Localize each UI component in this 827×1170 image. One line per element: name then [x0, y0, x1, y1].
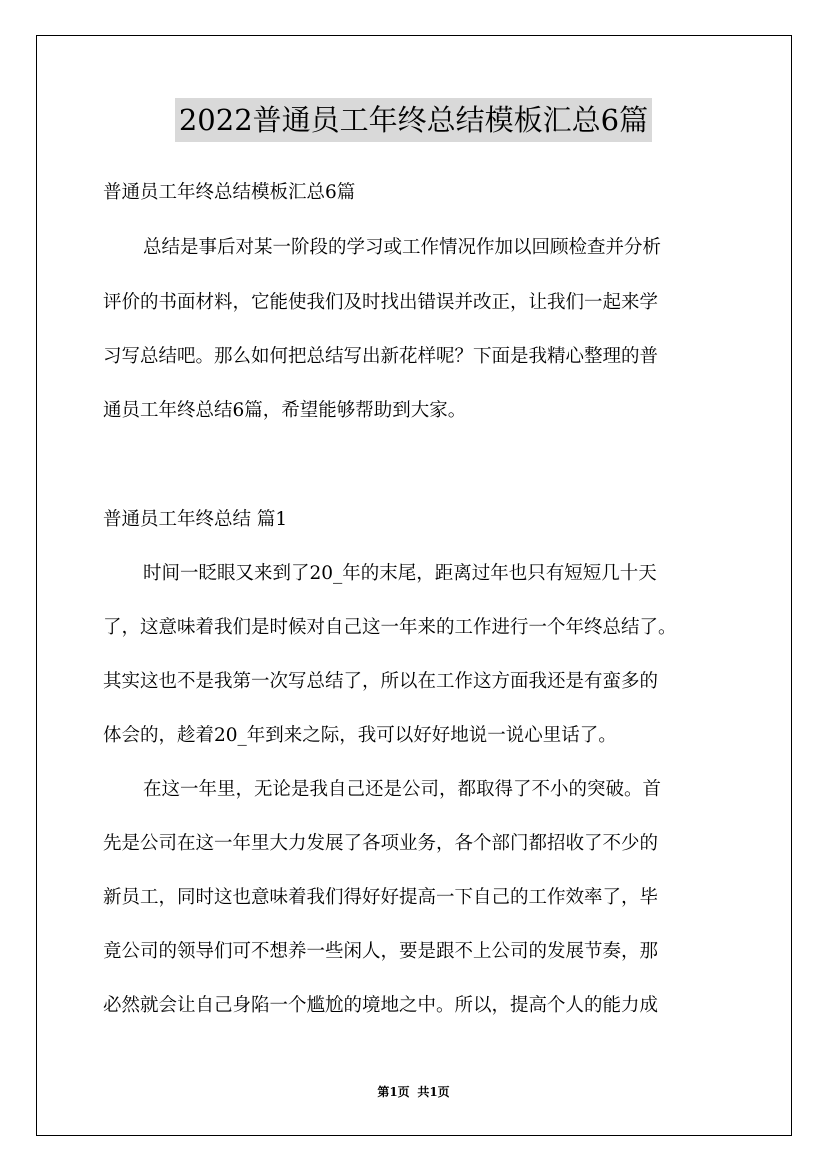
paragraph-line: 时间一眨眼又来到了20_年的末尾，距离过年也只有短短几十天 [143, 563, 657, 584]
paragraph-line: 在这一年里，无论是我自己还是公司，都取得了不小的突破。首 [143, 779, 662, 800]
intro-line: 总结是事后对某一阶段的学习或工作情况作加以回顾检查并分析 [143, 237, 662, 258]
section-heading: 普通员工年终总结 篇1 [103, 509, 288, 530]
title-container [0, 98, 827, 142]
paragraph-line: 其实这也不是我第一次写总结了，所以在工作这方面我还是有蛮多的 [103, 671, 659, 692]
document-subtitle: 普通员工年终总结模板汇总6篇 [103, 182, 356, 203]
page-footer [0, 1084, 827, 1100]
paragraph-line: 必然就会让自己身陷一个尴尬的境地之中。所以，提高个人的能力成 [103, 995, 659, 1016]
page-number: 第1页 [377, 1085, 410, 1099]
intro-line: 通员工年终总结6篇，希望能够帮助到大家。 [103, 400, 467, 421]
intro-line: 习写总结吧。那么如何把总结写出新花样呢？下面是我精心整理的普 [103, 346, 659, 367]
paragraph-line: 体会的，趁着20_年到来之际，我可以好好地说一说心里话了。 [103, 725, 617, 746]
paragraph-line: 了，这意味着我们是时候对自己这一年来的工作进行一个年终总结了。 [103, 617, 677, 638]
paragraph-line: 先是公司在这一年里大力发展了各项业务，各个部门都招收了不少的 [103, 833, 659, 854]
page-total: 共1页 [417, 1085, 450, 1099]
document-title: 2022普通员工年终总结模板汇总6篇 [175, 98, 652, 142]
intro-line: 评价的书面材料，它能使我们及时找出错误并改正，让我们一起来学 [103, 292, 659, 313]
paragraph-line: 竟公司的领导们可不想养一些闲人，要是跟不上公司的发展节奏，那 [103, 941, 659, 962]
paragraph-line: 新员工，同时这也意味着我们得好好提高一下自己的工作效率了，毕 [103, 887, 659, 908]
